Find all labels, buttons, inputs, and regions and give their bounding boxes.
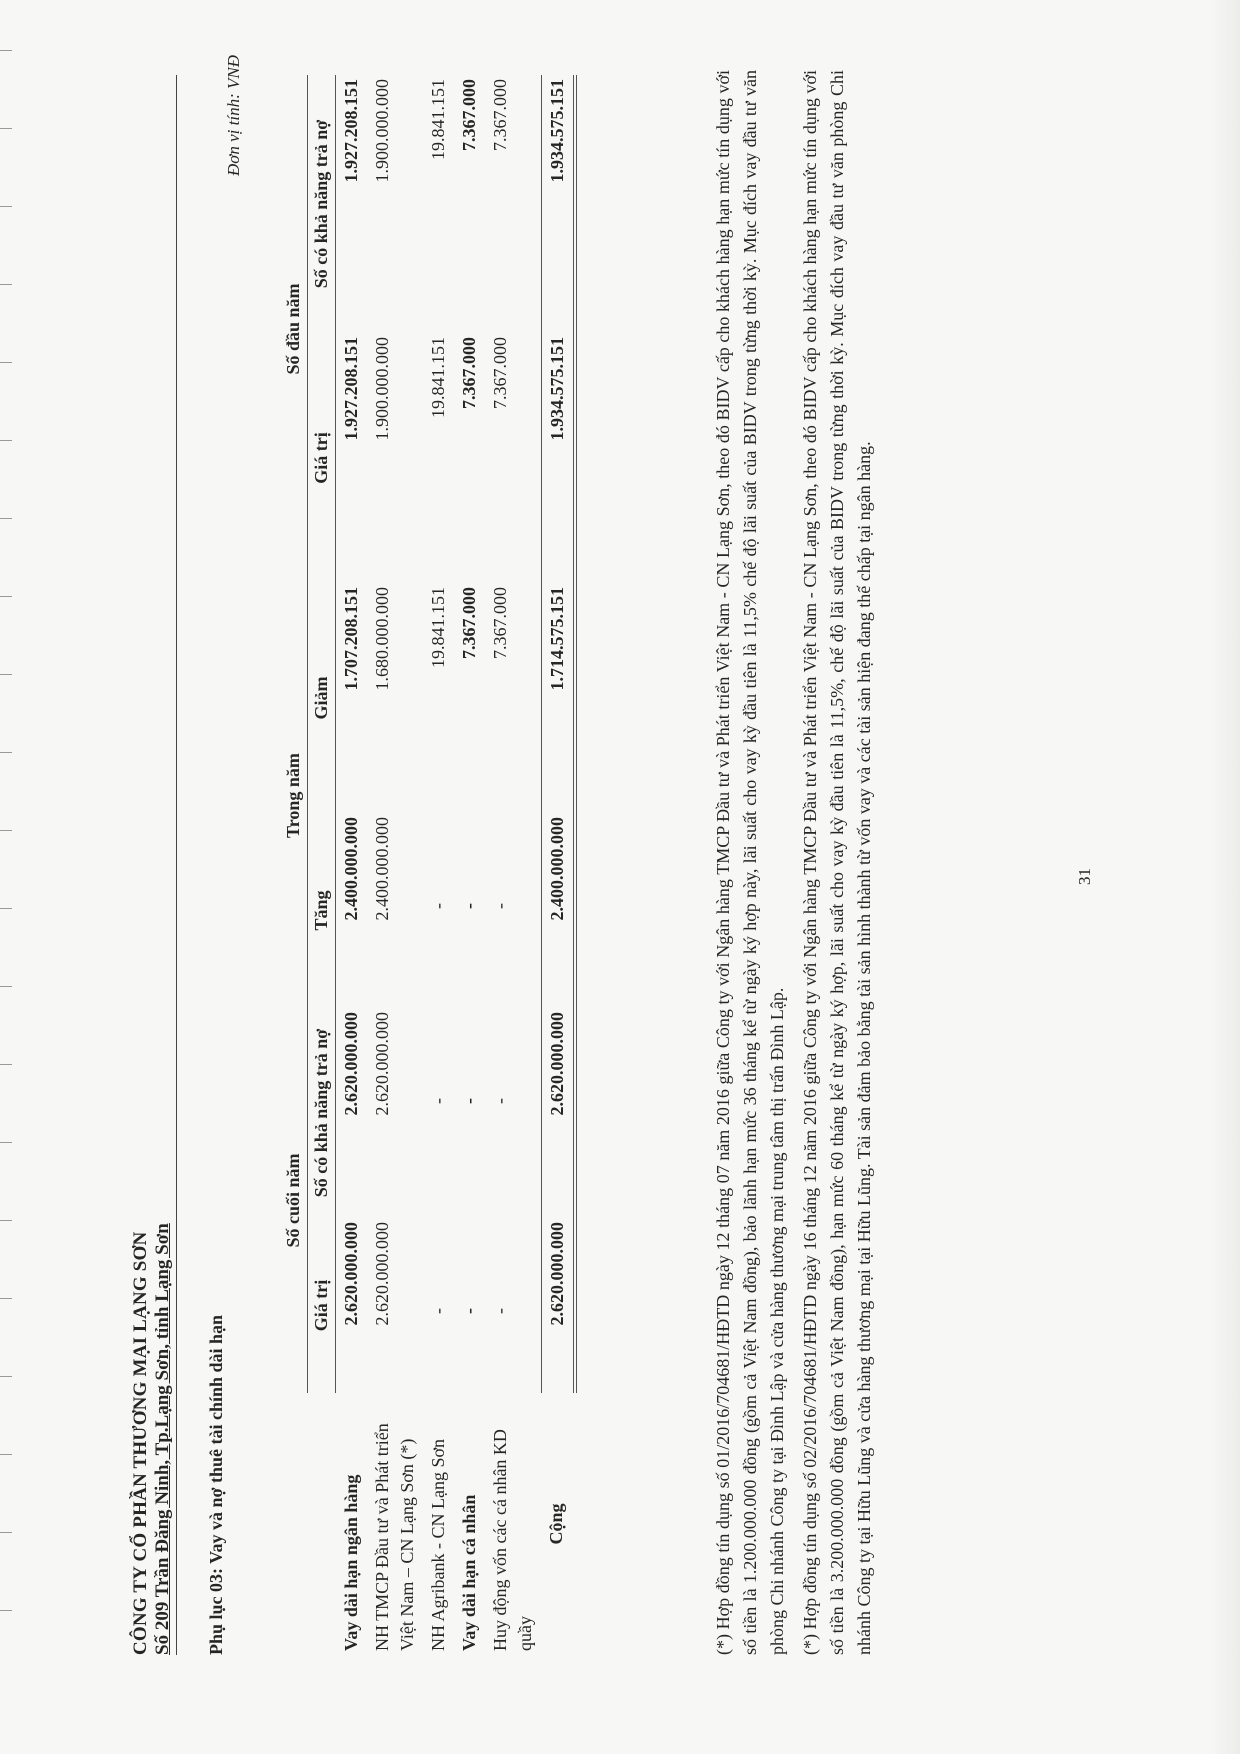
cell-end-repayable: - — [490, 1098, 510, 1104]
binder-hole-marks — [0, 0, 20, 1754]
cell-begin-repayable: 7.367.000 — [490, 79, 510, 151]
subheader-begin-value: Giá trị — [308, 333, 336, 583]
total-decrease: 1.714.575.151 — [541, 583, 575, 813]
cell-increase: - — [490, 903, 510, 909]
cell-begin-value: 19.841.151 — [428, 337, 448, 418]
total-begin-value: 1.934.575.151 — [541, 333, 575, 583]
loans-table — [280, 75, 577, 1655]
table-group-header-row — [280, 75, 308, 1655]
cell-begin-repayable: 1.927.208.151 — [341, 79, 361, 183]
cell-increase: - — [428, 903, 448, 909]
cell-end-value: 2.620.000.000 — [341, 1222, 361, 1326]
row-label: NH Agribank - CN Lạng Sơn — [428, 1438, 448, 1651]
note-contract-1: (*) Hợp đồng tín dụng số 01/2016/704681/HĐTD ngày 12 tháng 07 năm 2016 giữa Công ty với Ngân hàng TMCP Đầu tư và Phát triển Việt Nam - CN Lạng Sơn, theo đó BIDV cấp cho khách hàng hạn mức tín dụng với số tiền là 1.200.000.000 đồng (gồm cả Việt Nam đồng), bảo lãnh hạn mức 36 tháng kể từ ngày ký hợp này, lãi suất cho vay kỳ đầu tiên là 11,5% chế độ lãi suất của BIDV trong từng thời kỳ. Mục đích vay đầu tư văn phòng Chi nhánh Công ty tại Đình Lập và cửa hàng thương mại trung tâm thị trấn Đình Lập. — [713, 70, 787, 1655]
header-in-year: Trong năm — [280, 583, 308, 1008]
note-contract-2: (*) Hợp đồng tín dụng số 02/2016/704681/HĐTD ngày 16 tháng 12 năm 2016 giữa Công ty với Ngân hàng TMCP Đầu tư và Phát triển Việt Nam - CN Lạng Sơn, theo đó BIDV cấp cho khách hàng hạn mức tín dụng với số tiền là 3.200.000.000 đồng (gồm cả Việt Nam đồng), hạn mức 60 tháng kể từ ngày ký hợp, lãi suất cho vay kỳ đầu tiên là 11,5%, chế độ lãi suất của BIDV trong từng thời kỳ. Mục đích vay đầu tư văn phòng Chi nhánh Công ty tại Hữu Lũng và cửa hàng thương mại tại Hữu Lũng. Tài sản đảm bảo bằng tài sản hình thành từ vốn vay và các tài sản hiện đang thế chấp tại ngân hàng. — [800, 70, 874, 1655]
company-name: CÔNG TY CỔ PHẦN THƯƠNG MẠI LẠNG SƠN — [130, 1231, 151, 1655]
total-increase: 2.400.000.000 — [541, 813, 575, 1008]
cell-end-repayable: 2.620.000.000 — [341, 1012, 361, 1116]
loan-notes — [710, 70, 884, 1655]
cell-decrease: 7.367.000 — [490, 587, 510, 659]
currency-unit: Đơn vị tính: VNĐ — [224, 55, 243, 176]
header-end-year: Số cuối năm — [280, 1008, 308, 1393]
cell-begin-value: 7.367.000 — [490, 337, 510, 409]
rotated-landscape-content — [130, 55, 1094, 1655]
subheader-end-value: Giá trị — [308, 1218, 336, 1393]
header-begin-year: Số đầu năm — [280, 75, 308, 583]
table-row — [336, 75, 368, 1655]
total-label: Cộng — [546, 1503, 566, 1545]
cell-end-repayable: - — [428, 1098, 448, 1104]
cell-increase: - — [459, 903, 479, 909]
cell-decrease: 1.707.208.151 — [341, 587, 361, 691]
cell-end-value: - — [490, 1308, 510, 1314]
cell-end-value: - — [459, 1308, 479, 1314]
total-end-value: 2.620.000.000 — [541, 1218, 575, 1393]
cell-begin-repayable: 1.900.000.000 — [372, 79, 392, 183]
cell-decrease: 1.680.000.000 — [372, 587, 392, 691]
header-divider — [176, 75, 177, 1655]
table-row — [367, 75, 423, 1655]
cell-begin-value: 7.367.000 — [459, 337, 479, 409]
cell-increase: 2.400.000.000 — [341, 817, 361, 921]
cell-end-value: - — [428, 1308, 448, 1314]
table-row — [454, 75, 485, 1655]
cell-begin-value: 1.927.208.151 — [341, 337, 361, 441]
table-total-row — [541, 75, 575, 1655]
cell-begin-repayable: 19.841.151 — [428, 79, 448, 160]
row-label: Vay dài hạn ngân hàng — [340, 1474, 361, 1651]
total-begin-repayable: 1.934.575.151 — [541, 75, 575, 333]
subheader-begin-repayable: Số có khả năng trả nợ — [308, 75, 336, 333]
appendix-title: Phụ lục 03: Vay và nợ thuê tài chính dài hạn — [206, 1314, 226, 1655]
page-edge-shadow — [1210, 0, 1240, 1754]
cell-end-repayable: - — [459, 1098, 479, 1104]
subheader-decrease: Giảm — [308, 583, 336, 813]
cell-end-repayable: 2.620.000.000 — [372, 1012, 392, 1116]
cell-decrease: 7.367.000 — [459, 587, 479, 659]
page-number: 31 — [1075, 868, 1094, 885]
subheader-end-repayable: Số có khả năng trả nợ — [308, 1008, 336, 1218]
cell-increase: 2.400.000.000 — [372, 817, 392, 921]
cell-begin-repayable: 7.367.000 — [459, 79, 479, 151]
cell-end-value: 2.620.000.000 — [372, 1222, 392, 1326]
company-address: Số 209 Trần Đăng Ninh, Tp.Lạng Sơn, tỉnh Lạng Sơn — [152, 1223, 173, 1655]
cell-begin-value: 1.900.000.000 — [372, 337, 392, 441]
table-row — [423, 75, 454, 1655]
cell-decrease: 19.841.151 — [428, 587, 448, 668]
total-end-repayable: 2.620.000.000 — [541, 1008, 575, 1218]
subheader-increase: Tăng — [308, 813, 336, 1008]
table-header-blank — [280, 1393, 336, 1655]
table-row — [485, 75, 541, 1655]
row-label: Vay dài hạn cá nhân — [459, 1494, 479, 1651]
row-label: Huy động vốn các cá nhân KD quầy — [490, 1429, 535, 1651]
row-label: NH TMCP Đầu tư và Phát triển Việt Nam – CN Lạng Sơn (*) — [372, 1423, 417, 1651]
